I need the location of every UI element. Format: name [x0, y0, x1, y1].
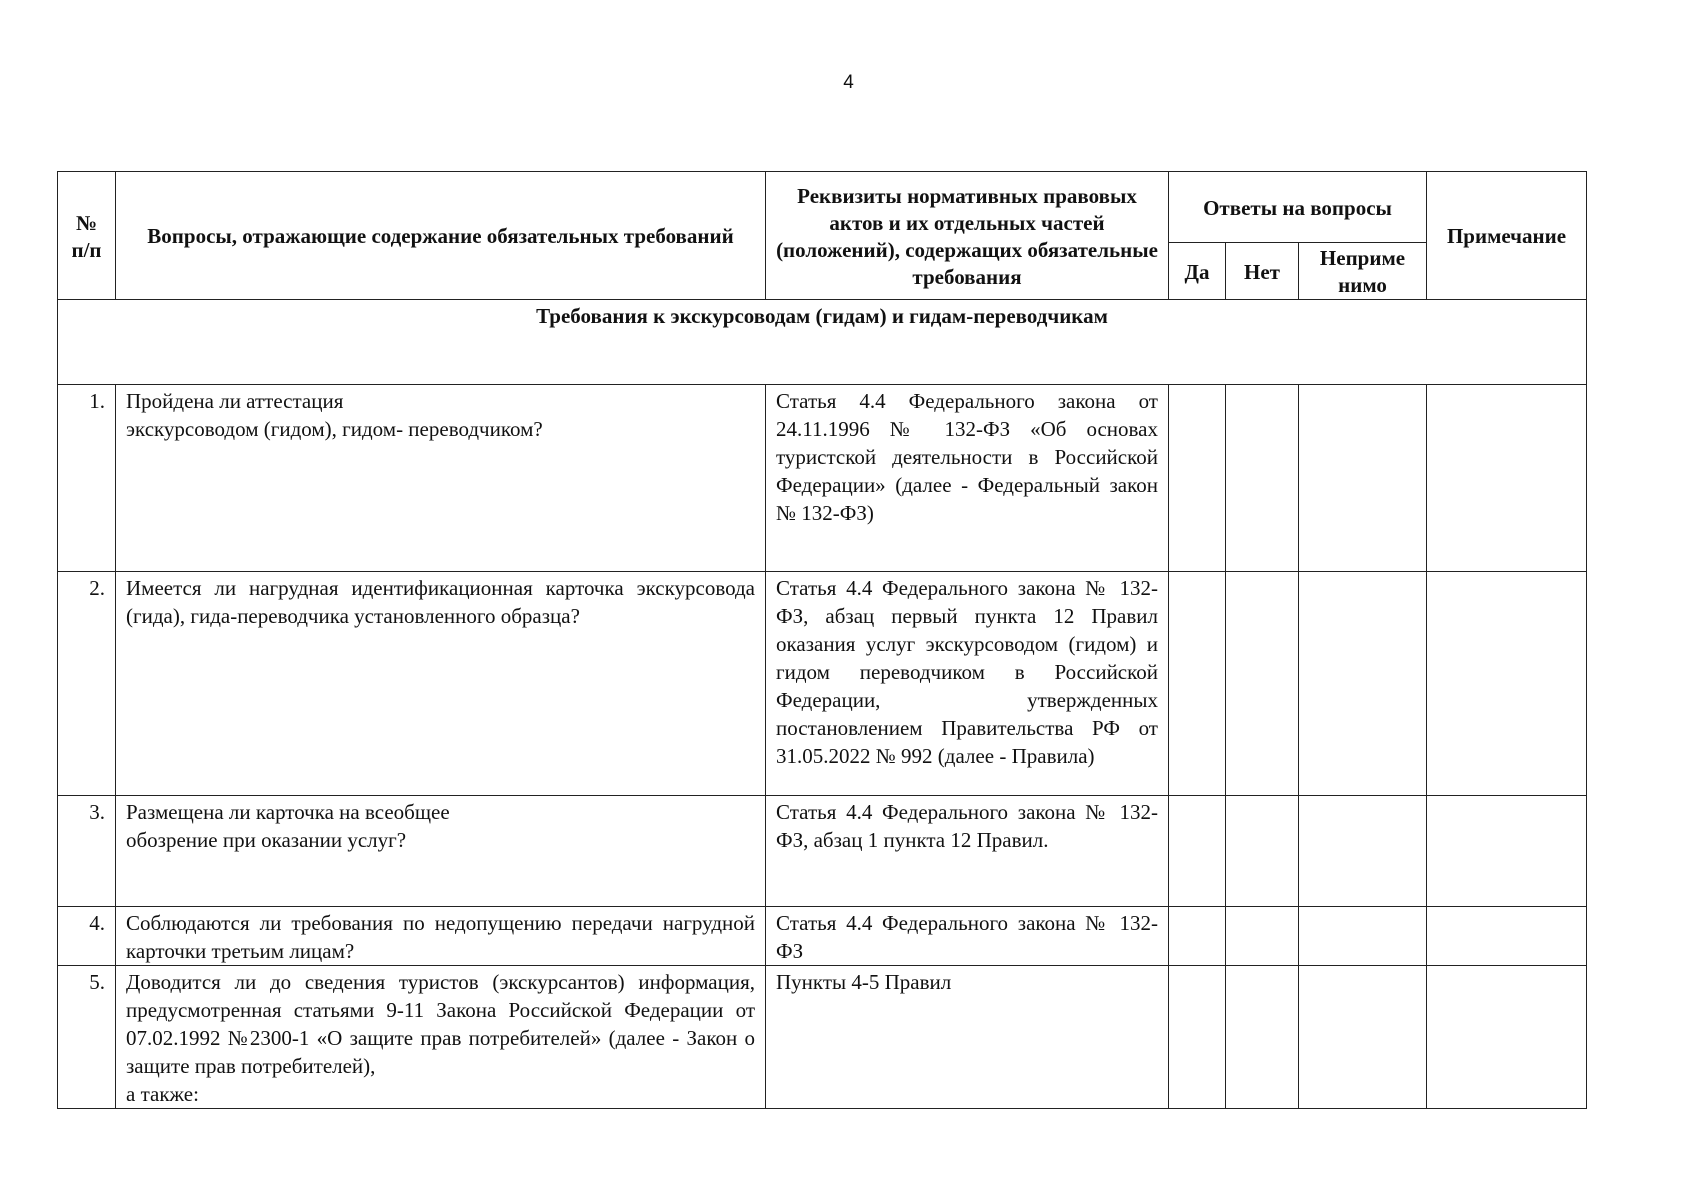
row-number: 3. — [58, 796, 116, 907]
note-cell[interactable] — [1427, 385, 1587, 572]
answer-no-cell[interactable] — [1226, 907, 1299, 966]
answer-no-cell[interactable] — [1226, 572, 1299, 796]
row-requisites: Статья 4.4 Федерального закона № 132-ФЗ, абзац первый пункта 12 Правил оказания услуг экскурсоводом (гидом) и гидом переводчиком в Российской Федерации, утвержденных постановлением Правительства РФ от 31.05.2022 № 992 (далее - Правила) — [766, 572, 1169, 796]
header-answers: Ответы на вопросы — [1169, 172, 1427, 243]
header-question: Вопросы, отражающие содержание обязательных требований — [116, 172, 766, 300]
row-question — [116, 966, 766, 1109]
answer-yes-cell[interactable] — [1169, 907, 1226, 966]
header-no: Нет — [1226, 243, 1299, 300]
answer-na-cell[interactable] — [1299, 907, 1427, 966]
question-line: обозрение при оказании услуг? — [126, 828, 407, 852]
note-cell[interactable] — [1427, 966, 1587, 1109]
question-tail: а также: — [126, 1082, 199, 1106]
header-not-applicable: Неприме нимо — [1299, 243, 1427, 300]
answer-yes-cell[interactable] — [1169, 966, 1226, 1109]
row-question — [116, 385, 766, 572]
note-cell[interactable] — [1427, 572, 1587, 796]
header-yes: Да — [1169, 243, 1226, 300]
row-requisites: Статья 4.4 Федерального закона № 132-ФЗ, абзац 1 пункта 12 Правил. — [766, 796, 1169, 907]
table-row — [58, 966, 1587, 1109]
answer-na-cell[interactable] — [1299, 796, 1427, 907]
row-requisites: Статья 4.4 Федерального закона от 24.11.1996 № 132-ФЗ «Об основах туристской деятельности в Российской Федерации» (далее - Федеральный закон № 132-ФЗ) — [766, 385, 1169, 572]
table-row — [58, 385, 1587, 572]
question-line: Размещена ли карточка на всеобщее — [126, 800, 450, 824]
answer-na-cell[interactable] — [1299, 572, 1427, 796]
page-number: 4 — [843, 72, 854, 93]
checklist-table — [57, 171, 1587, 1109]
row-number: 4. — [58, 907, 116, 966]
answer-na-cell[interactable] — [1299, 966, 1427, 1109]
section-title: Требования к экскурсоводам (гидам) и гидам-переводчикам — [58, 300, 1587, 385]
row-question: Соблюдаются ли требования по недопущению передачи нагрудной карточки третьим лицам? — [116, 907, 766, 966]
row-requisites: Пункты 4-5 Правил — [766, 966, 1169, 1109]
question-line: экскурсоводом (гидом), гидом- переводчиком? — [126, 417, 543, 441]
row-question — [116, 796, 766, 907]
note-cell[interactable] — [1427, 796, 1587, 907]
answer-no-cell[interactable] — [1226, 796, 1299, 907]
table-row — [58, 907, 1587, 966]
table-row — [58, 796, 1587, 907]
question-text: Доводится ли до сведения туристов (экскурсантов) информация, предусмотренная статьями 9-11 Закона Российской Федерации от 07.02.1992 №2300-1 «О защите прав потребителей» (далее - Закон о защите прав потребителей), — [126, 970, 755, 1078]
header-requisites: Реквизиты нормативных правовых актов и их отдельных частей (положений), содержащих обязательные требования — [766, 172, 1169, 300]
note-cell[interactable] — [1427, 907, 1587, 966]
header-note: Примечание — [1427, 172, 1587, 300]
answer-no-cell[interactable] — [1226, 385, 1299, 572]
row-question: Имеется ли нагрудная идентификационная карточка экскурсовода (гида), гида-переводчика установленного образца? — [116, 572, 766, 796]
answer-no-cell[interactable] — [1226, 966, 1299, 1109]
row-requisites: Статья 4.4 Федерального закона № 132-ФЗ — [766, 907, 1169, 966]
answer-yes-cell[interactable] — [1169, 796, 1226, 907]
row-number: 5. — [58, 966, 116, 1109]
question-line: Пройдена ли аттестация — [126, 389, 344, 413]
row-number: 2. — [58, 572, 116, 796]
row-number: 1. — [58, 385, 116, 572]
answer-yes-cell[interactable] — [1169, 572, 1226, 796]
header-number: № п/п — [58, 172, 116, 300]
answer-na-cell[interactable] — [1299, 385, 1427, 572]
table-row — [58, 572, 1587, 796]
answer-yes-cell[interactable] — [1169, 385, 1226, 572]
